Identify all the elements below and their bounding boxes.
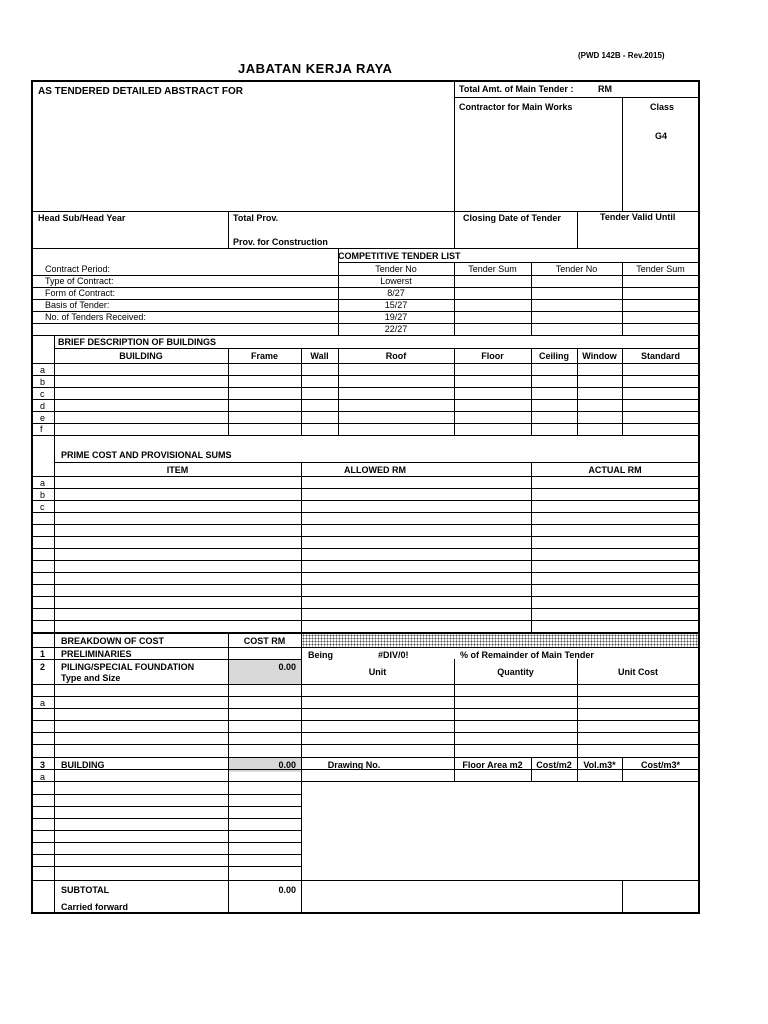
prime-cost-title: PRIME COST AND PROVISIONAL SUMS: [61, 450, 232, 460]
buildings-title: BRIEF DESCRIPTION OF BUILDINGS: [58, 337, 217, 347]
vol-m3-label: Vol.m3*: [583, 760, 616, 770]
row-letter: b: [40, 377, 46, 387]
row-number: 2: [40, 662, 46, 672]
col-tender-sum: Tender Sum: [468, 264, 517, 274]
col-building: BUILDING: [119, 351, 163, 361]
row-letter: b: [40, 490, 46, 500]
col-tender-no: Tender No: [375, 264, 417, 274]
building-label: BUILDING: [61, 760, 105, 770]
row-letter: d: [40, 401, 46, 411]
row-letter: e: [40, 413, 46, 423]
col-item: ITEM: [166, 465, 189, 475]
tender-valid-label: Tender Valid Until: [600, 212, 676, 222]
contractor-label: Contractor for Main Works: [459, 102, 573, 112]
col-tender-sum-2: Tender Sum: [636, 264, 685, 274]
preliminaries-label: PRELIMINARIES: [61, 649, 132, 659]
contract-form-label: Form of Contract:: [45, 288, 116, 298]
floor-area-label: Floor Area m2: [462, 760, 523, 770]
cost-rm-label: COST RM: [243, 636, 286, 646]
remainder-label: % of Remainder of Main Tender: [460, 650, 594, 660]
unit-label: Unit: [368, 667, 387, 677]
total-amt-label: Total Amt. of Main Tender :: [459, 84, 574, 94]
col-allowed: ALLOWED RM: [344, 465, 406, 475]
row-letter: a: [40, 478, 46, 488]
prov-construction-label: Prov. for Construction: [233, 237, 328, 247]
tender-list-title: COMPETITIVE TENDER LIST: [338, 251, 461, 261]
col-standard: Standard: [640, 351, 680, 361]
tenders-received-label: No. of Tenders Received:: [45, 312, 146, 322]
subtotal-value: 0.00: [278, 885, 296, 895]
tender-entry: 15/27: [384, 300, 408, 310]
col-tender-no-2: Tender No: [555, 264, 598, 274]
row-letter: f: [40, 424, 43, 434]
abstract-title: AS TENDERED DETAILED ABSTRACT FOR: [38, 86, 243, 97]
piling-cost-value: 0.00: [278, 662, 296, 672]
tender-entry: 22/27: [384, 324, 408, 334]
tender-basis-label: Basis of Tender:: [45, 300, 110, 310]
col-roof: Roof: [385, 351, 407, 361]
row-letter: a: [40, 698, 46, 708]
drawing-no-label: Drawing No.: [327, 760, 381, 770]
class-value: G4: [655, 131, 668, 141]
contract-type-label: Type of Contract:: [45, 276, 114, 286]
being-label: Being: [308, 650, 334, 660]
cost-m3-label: Cost/m3*: [640, 760, 680, 770]
col-wall: Wall: [310, 351, 329, 361]
org-title: JABATAN KERJA RAYA: [238, 61, 393, 76]
carried-forward-label: Carried forward: [61, 902, 129, 912]
row-letter: c: [40, 502, 45, 512]
col-actual: ACTUAL RM: [588, 465, 642, 475]
quantity-label: Quantity: [497, 667, 534, 677]
contract-period-label: Contract Period:: [45, 264, 111, 274]
row-number: 3: [40, 760, 46, 770]
col-frame: Frame: [250, 351, 278, 361]
col-floor: Floor: [481, 351, 504, 361]
total-amt-currency: RM: [598, 84, 612, 94]
row-number: 1: [40, 649, 46, 659]
div-error-value: #DIV/0!: [378, 650, 409, 660]
tender-entry: Lowerst: [380, 276, 412, 286]
tender-entry: 19/27: [384, 312, 408, 322]
col-ceiling: Ceiling: [538, 351, 569, 361]
form-code: (PWD 142B - Rev.2015): [578, 51, 665, 60]
tender-entry: 8/27: [387, 288, 405, 298]
breakdown-title: BREAKDOWN OF COST: [61, 636, 164, 646]
cost-m2-label: Cost/m2: [536, 760, 572, 770]
col-window: Window: [582, 351, 617, 361]
building-cost-value: 0.00: [278, 760, 296, 770]
row-letter: a: [40, 772, 46, 782]
unit-cost-label: Unit Cost: [618, 667, 658, 677]
head-subhead-year-label: Head Sub/Head Year: [38, 213, 126, 223]
total-prov-label: Total Prov.: [233, 213, 279, 223]
subtotal-label: SUBTOTAL: [61, 885, 110, 895]
type-size-label: Type and Size: [61, 673, 121, 683]
row-letter: c: [40, 389, 45, 399]
piling-label: PILING/SPECIAL FOUNDATION: [61, 662, 195, 672]
class-label: Class: [650, 102, 675, 112]
closing-date-label: Closing Date of Tender: [463, 213, 561, 223]
row-letter: a: [40, 365, 46, 375]
